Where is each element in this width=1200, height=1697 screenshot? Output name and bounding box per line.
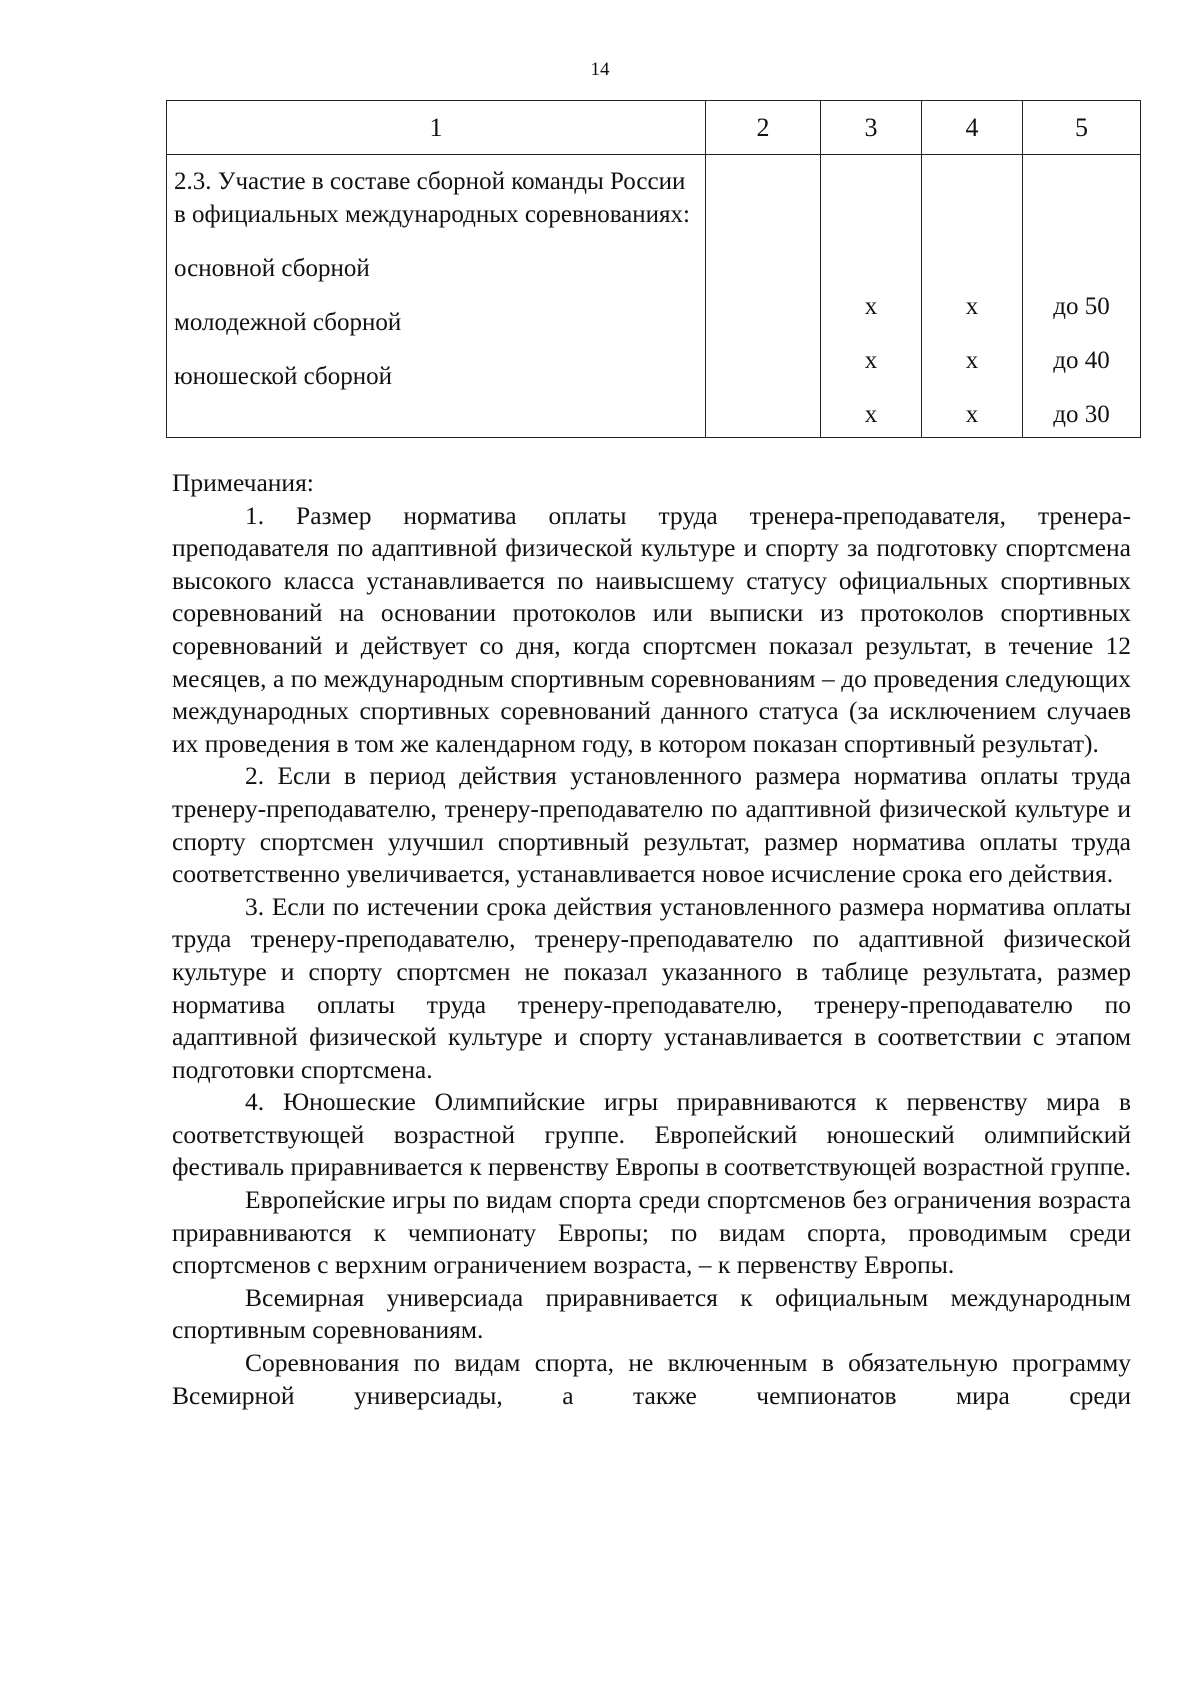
- col4-value: х: [965, 401, 979, 428]
- row-label: основной сборной: [174, 255, 370, 282]
- header-cell: 1: [167, 101, 706, 155]
- col2-cell: [706, 155, 821, 438]
- col5-value: до 40: [1053, 347, 1110, 374]
- note-paragraph: 3. Если по истечении срока действия установленного размера норматива оплаты труда тренеру-преподавателю, тренеру-преподавателю по адаптивной физической культуре и спорту спортсмен не показал указанного в таблице результата, размер норматива оплаты труда тренеру-преподавателю, тренеру-преподавателю по адаптивной физической культуре и спорту устанавливается в соответствии с этапом подготовки спортсмена.: [172, 891, 1131, 1084]
- col5-cell: [1023, 155, 1141, 438]
- col2-value: [706, 344, 820, 377]
- col3-value: х: [864, 347, 878, 374]
- col2-value: [706, 398, 820, 431]
- col3-value: х: [864, 401, 878, 428]
- col4-value: х: [965, 293, 979, 320]
- note-paragraph: 4. Юношеские Олимпийские игры приравниваются к первенству мира в соответствующей возрастной группе. Европейский юношеский олимпийский фестиваль приравнивается к первенству Европы в соответствующей возрастной группе.: [172, 1087, 1131, 1182]
- header-cell: 5: [1023, 101, 1141, 155]
- label-cell: [167, 155, 706, 438]
- header-cell: 3: [821, 101, 922, 155]
- col3-value: х: [864, 293, 878, 320]
- note-paragraph: Соревнования по видам спорта, не включенным в обязательную программу Всемирной универсиады, а также чемпионатов мира среди: [172, 1348, 1131, 1410]
- header-cell: 2: [706, 101, 821, 155]
- table-row: [167, 155, 1141, 438]
- col5-value: до 50: [1053, 293, 1110, 320]
- note-paragraph: Всемирная универсиада приравнивается к официальным международным спортивным соревнованиям.: [172, 1282, 1131, 1345]
- note-paragraph: 2. Если в период действия установленного размера норматива оплаты труда тренеру-преподавателю, тренеру-преподавателю по адаптивной физической культуре и спорту спортсмен улучшил спортивный результат, размер норматива оплаты труда соответственно увеличивается, устанавливается новое исчисление срока его действия.: [172, 761, 1131, 889]
- note-paragraph: Европейские игры по видам спорта среди спортсменов без ограничения возраста приравниваются к чемпионату Европы; по видам спорта, проводимым среди спортсменов с верхним ограничением возраста, – к первенству Европы.: [172, 1185, 1131, 1280]
- notes-heading: Примечания:: [172, 468, 314, 497]
- col2-value: [706, 290, 820, 323]
- note-paragraph: 1. Размер норматива оплаты труда тренера-преподавателя, тренера-преподавателя по адаптивной физической культуре и спорту за подготовку спортсмена высокого класса устанавливается по наивысшему статусу официальных спортивных соревнований на основании протоколов или выписки из протоколов спортивных соревнований и действует со дня, когда спортсмен показал результат, в течение 12 месяцев, а по международным спортивным соревнованиям – до проведения следующих международных спортивных соревнований данного статуса (за исключением случаев их проведения в том же календарном году, в котором показан спортивный результат).: [172, 500, 1131, 758]
- row-label: юношеской сборной: [174, 363, 393, 390]
- col3-cell: [821, 155, 922, 438]
- col4-cell: [922, 155, 1023, 438]
- norms-table: [166, 100, 1141, 438]
- row-label: молодежной сборной: [174, 309, 402, 336]
- notes-section: [172, 467, 1131, 1412]
- table-header-row: [167, 101, 1141, 155]
- col4-value: х: [965, 347, 979, 374]
- header-cell: 4: [922, 101, 1023, 155]
- col5-value: до 30: [1053, 401, 1110, 428]
- page-number: 14: [590, 59, 610, 80]
- section-title: 2.3. Участие в составе сборной команды России в официальных международных соревнованиях:: [174, 168, 690, 228]
